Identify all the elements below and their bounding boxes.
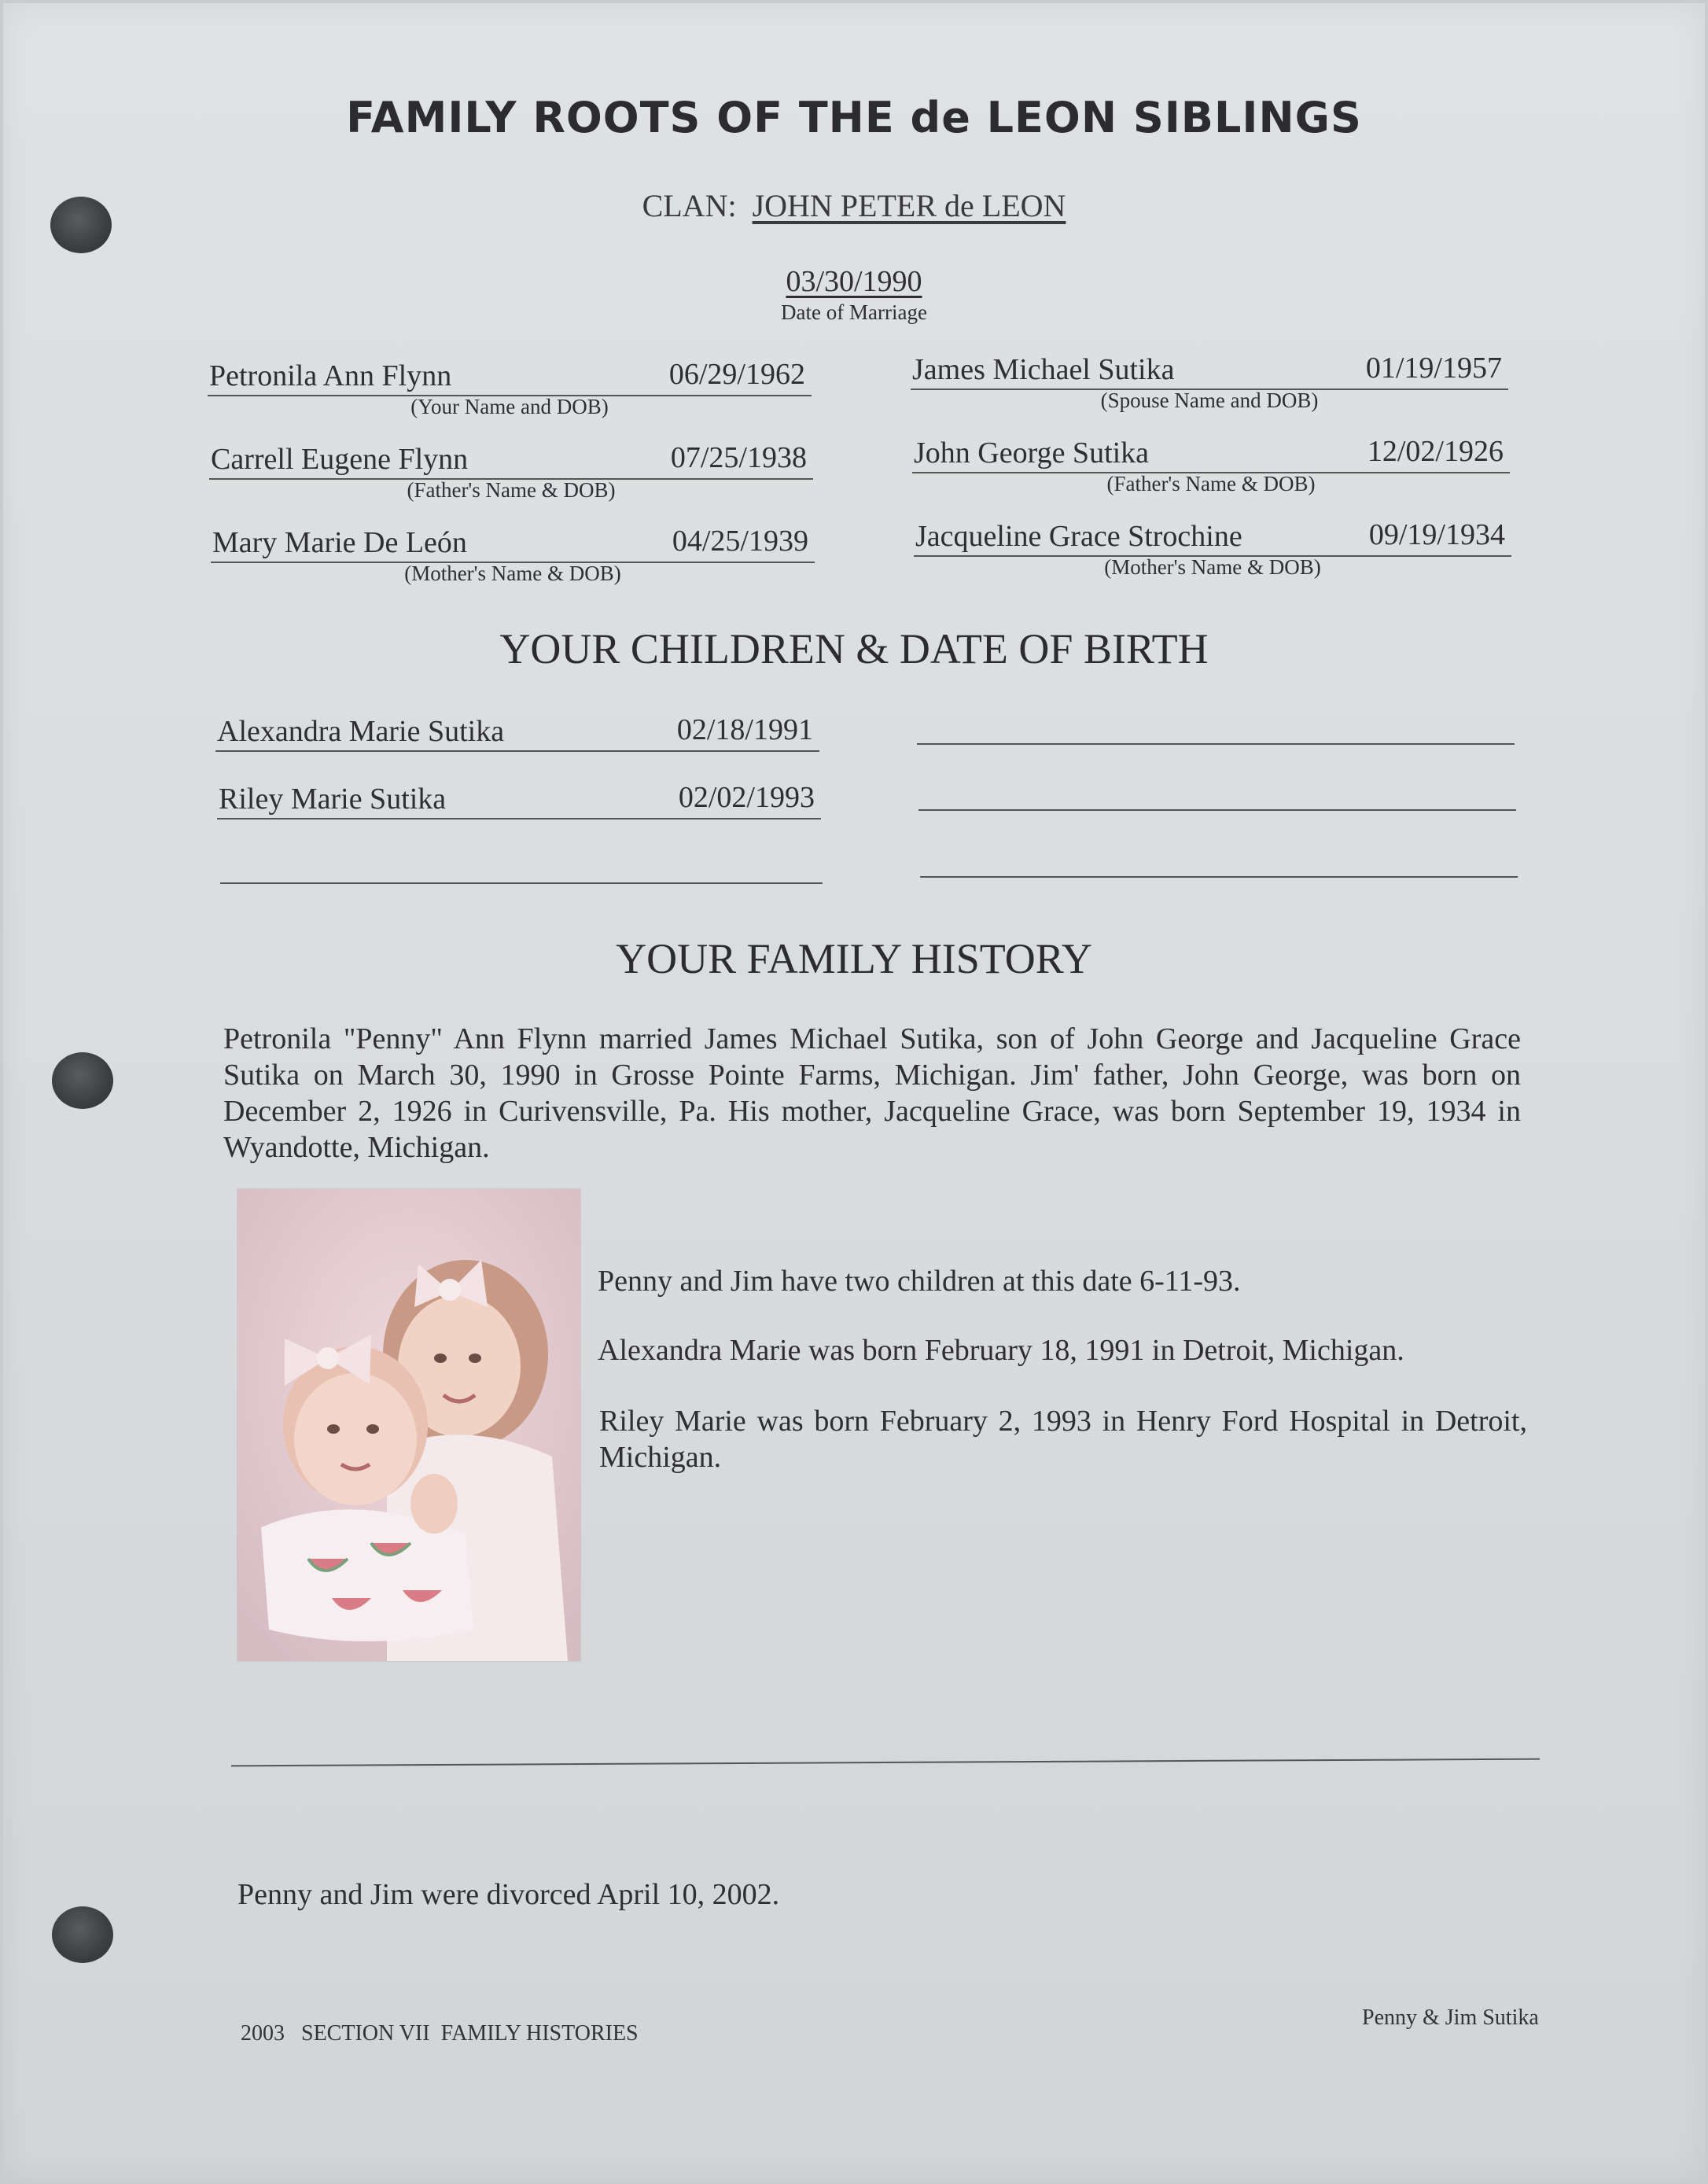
- child-blank-line: [918, 809, 1516, 811]
- footer-names: Penny & Jim Sutika: [1362, 2005, 1539, 2030]
- history-heading: YOUR FAMILY HISTORY: [616, 935, 1092, 982]
- photo-note-2: Alexandra Marie was born February 18, 1991 in Detroit, Michigan.: [598, 1334, 1404, 1367]
- page-title: FAMILY ROOTS OF THE de LEON SIBLINGS: [346, 93, 1362, 142]
- children-heading: YOUR CHILDREN & DATE OF BIRTH: [499, 625, 1209, 672]
- child-blank-line: [917, 743, 1515, 745]
- spouse-name-caption: (Spouse Name and DOB): [1100, 389, 1319, 412]
- marriage-date: 03/30/1990: [786, 265, 922, 298]
- clan-name: JOHN PETER de LEON: [752, 188, 1066, 223]
- children-photo: [237, 1189, 580, 1661]
- binder-hole-bottom: [52, 1906, 113, 1963]
- clan-label: CLAN:: [642, 188, 737, 223]
- children-portrait-image: [237, 1189, 580, 1661]
- footer-section: 2003 SECTION VII FAMILY HISTORIES: [241, 2021, 639, 2046]
- child-2-field: Riley Marie Sutika 02/02/1993: [217, 780, 821, 819]
- mother-name-field: Mary Marie De León 04/25/1939: [211, 524, 815, 563]
- your-name-caption: (Your Name and DOB): [410, 395, 609, 418]
- child-1-field: Alexandra Marie Sutika 02/18/1991: [215, 713, 819, 752]
- child-blank-line: [920, 876, 1518, 878]
- history-paragraph: Petronila "Penny" Ann Flynn married James Michael Sutika, son of John George and Jacqueline Grace Sutika on March 30, 1990 in Grosse Pointe Farms, Michigan. Jim' father, John George, was born on December 2, 1926 in Curivensville, Pa. His mother, Jacqueline Grace, was born September 19, 1934 in Wyandotte, Michigan.: [223, 1022, 1521, 1164]
- child-blank-line: [220, 882, 823, 884]
- photo-note-1: Penny and Jim have two children at this date 6-11-93.: [598, 1265, 1241, 1298]
- spouse-name-field: James Michael Sutika 01/19/1957: [911, 351, 1508, 390]
- spouse-father-caption: (Father's Name & DOB): [1106, 472, 1316, 495]
- binder-hole-middle: [52, 1052, 113, 1109]
- father-name-field: Carrell Eugene Flynn 07/25/1938: [209, 440, 813, 480]
- your-name-field: Petronila Ann Flynn 06/29/1962: [208, 357, 812, 396]
- father-name-caption: (Father's Name & DOB): [407, 478, 616, 502]
- clan-line: [0, 187, 1708, 224]
- spouse-mother-field: Jacqueline Grace Strochine 09/19/1934: [914, 517, 1511, 557]
- spouse-mother-caption: (Mother's Name & DOB): [1104, 555, 1321, 579]
- divorce-note: Penny and Jim were divorced April 10, 2002.: [237, 1878, 780, 1911]
- spouse-father-field: John George Sutika 12/02/1926: [912, 434, 1510, 473]
- mother-name-caption: (Mother's Name & DOB): [404, 562, 621, 585]
- marriage-date-label: Date of Marriage: [781, 300, 927, 324]
- photo-note-3: Riley Marie was born February 2, 1993 in Henry Ford Hospital in Detroit, Michigan.: [599, 1405, 1527, 1474]
